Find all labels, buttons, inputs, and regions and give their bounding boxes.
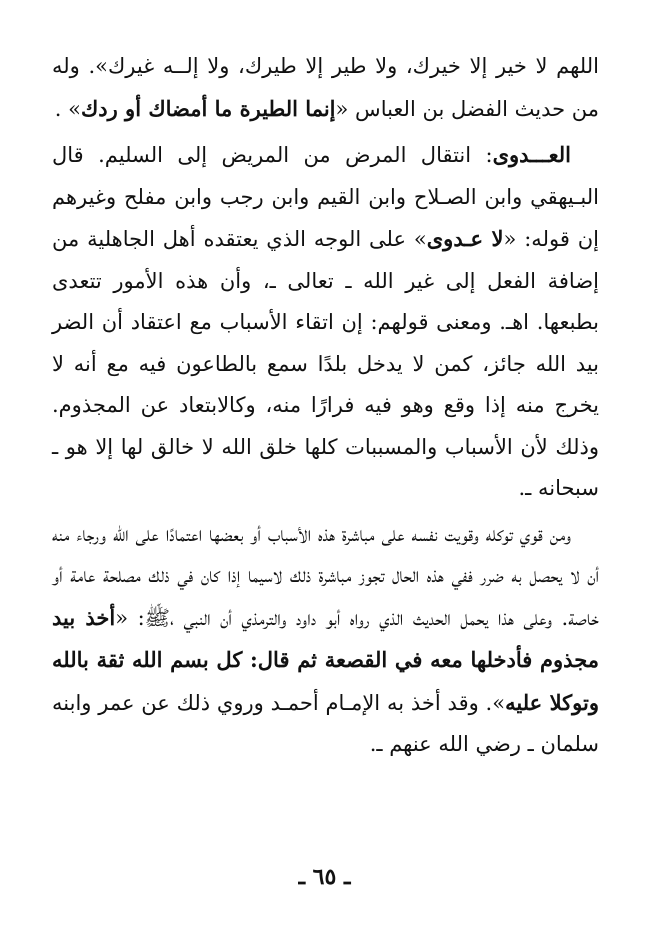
hadith-quote: أخذ بيد مجذوم فأدخلها معه في القصعة ثم قال: كل بسم الله ثقة بالله وتوكلا عليه [52,604,599,715]
text-run: ». وقد أخذ به الإمـام أحمـد وروي ذلك عن عمر وابنه سلمان ـ رضي الله عنهم ـ. [52,690,599,756]
paragraph-hadith-tiyara [52,46,599,130]
term-heading: العـــدوى [492,142,571,167]
text-run: : انتقال المرض من المريض إلى السليم. قال البـيهقي وابن الصـلاح وابن القيم وابن رجب وابن مفلح وغيرهم إن قوله: « [52,143,599,251]
hadith-quote: إنما الطيرة ما أمضاك أو ردك [80,95,336,121]
text-run: » . [54,96,81,121]
page-number: ـ ٦٥ ـ [298,864,351,890]
paragraph-tawakkul [52,514,599,766]
text-run: وله من حديث الفضل بن العباس « [52,54,599,121]
page-body [52,46,599,926]
text-run: » على الوجه الذي يعتقده أهل الجاهلية من إضافة الفعل إلى غير الله ـ تعالى ـ، وأن هذه الأمور تتعدى بطبعها. اهـ. ومعنى قولهم: إن اتقاء الأسباب مع اعتقاد أن الضر بيد الله جائز، كمن لا يدخل بلدًا سمع بالطاعون فيه مع أنه لا يخرج منه إذا وقع وهو فيه فرارًا منه، وكالابتعاد عن المجذوم. وذلك لأن الأسباب والمسببات كلها خلق الله لا خالق لها إلا هو ـ سبحانه ـ. [52,227,599,500]
paragraph-adwa [52,134,599,510]
text-run: ومن قوي توكله وقويت نفسه على مباشرة هذه الأسباب أو بعضها اعتمادًا على الله ورجاء منه أن لا يحصل به ضرر ففي هذه الحال تجوز مباشرة ذلك لاسيما إذا كان في ذلك مصلحة عامة أو خاصة. وعلى هذا يحمل الحديث الذي رواه أبو داود والترمذي أن النبي ،ﷺ: « [52,521,599,630]
hadith-quote: لا عـدوى [426,226,504,251]
text-run: اللهم لا خير إلا خيرك، ولا طير إلا طيرك، ولا إلــه غيرك». [88,54,599,78]
